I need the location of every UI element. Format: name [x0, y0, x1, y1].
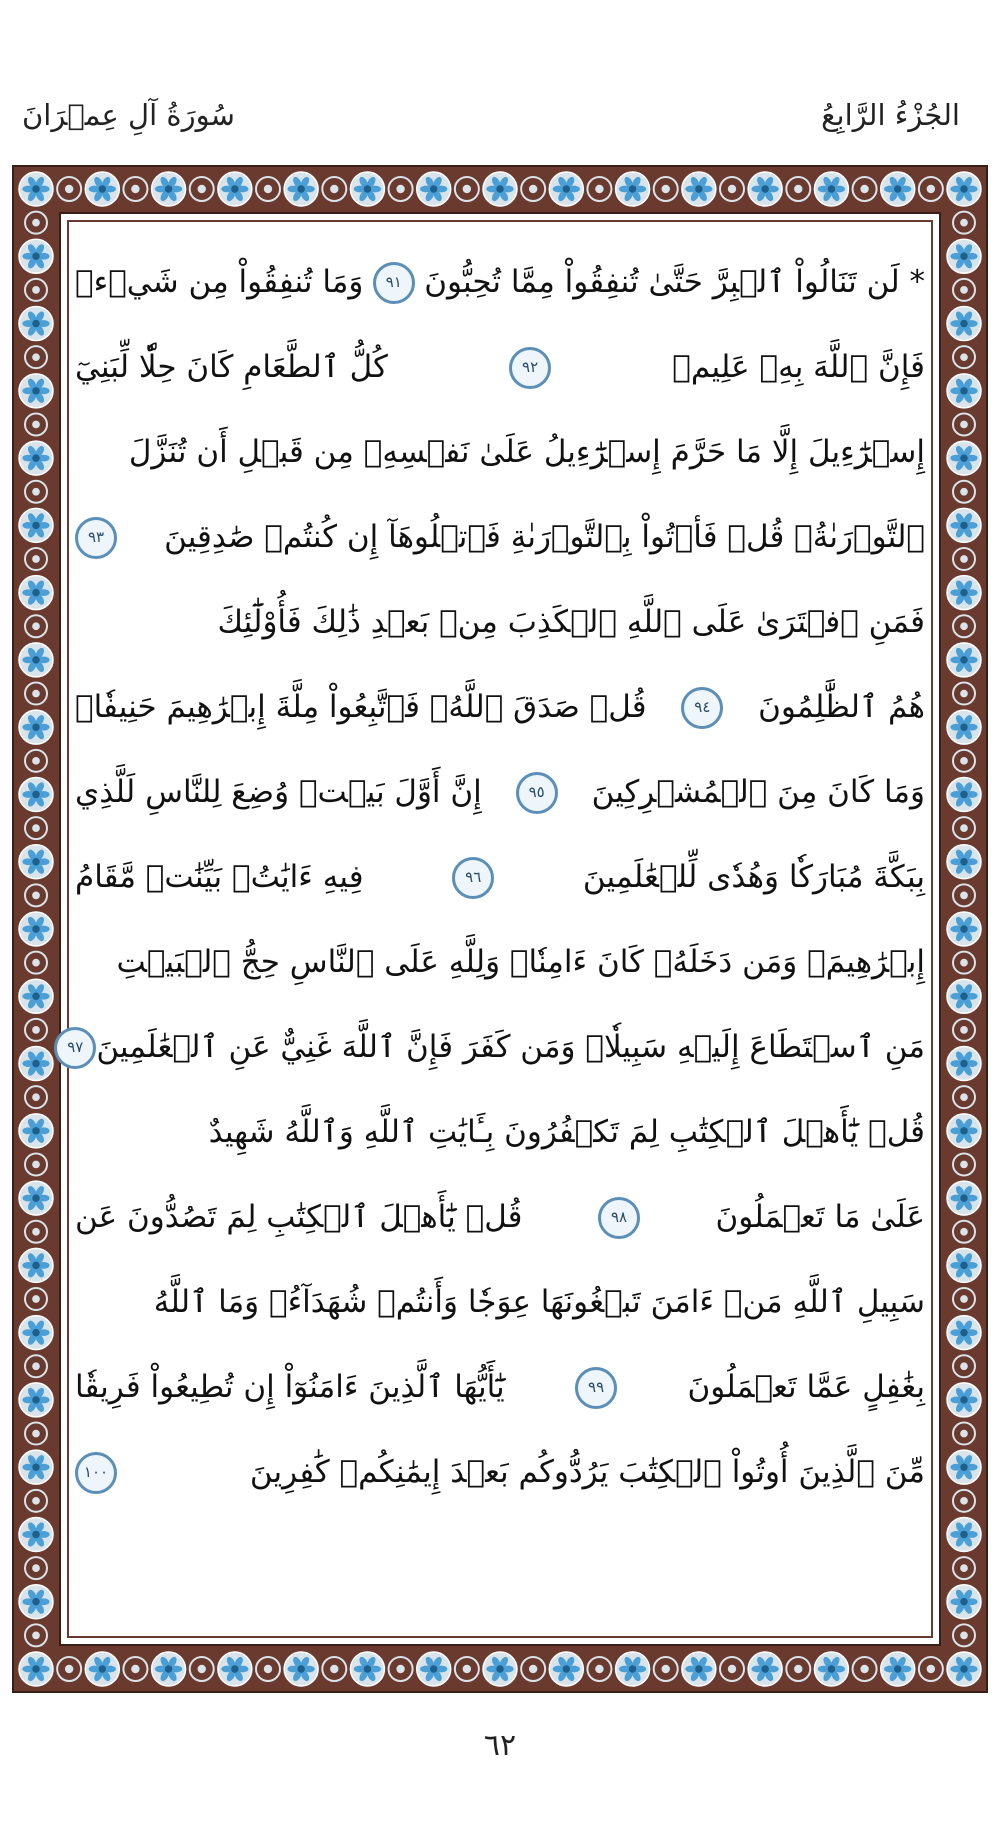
- rosette-center: [32, 1598, 39, 1605]
- vine-dot: [960, 286, 968, 294]
- vine-dot: [330, 185, 338, 193]
- rosette-center: [960, 522, 967, 529]
- rosette-center: [960, 320, 967, 327]
- verse-text: إِسۡرَٰٓءِيلَ إِلَّا مَا حَرَّمَ إِسۡرَٰٓءِيلُ عَلَىٰ نَفۡسِهِۦ مِن قَبۡلِ أَن تُنَزَّلَ: [128, 434, 925, 470]
- text-line: [75, 1090, 925, 1175]
- vine-dot: [463, 185, 471, 193]
- verse-text-area: [67, 240, 925, 1600]
- vine-dot: [960, 1295, 968, 1303]
- vine-dot: [960, 1497, 968, 1505]
- rosette-center: [32, 589, 39, 596]
- rosette-center: [32, 1329, 39, 1336]
- rosette-center: [828, 1665, 835, 1672]
- rosette-center: [32, 656, 39, 663]
- vine-dot: [463, 1665, 471, 1673]
- vine-dot: [32, 1228, 40, 1236]
- vine-dot: [960, 1362, 968, 1370]
- vine-dot: [32, 757, 40, 765]
- rosette-center: [496, 185, 503, 192]
- vine-dot: [32, 1295, 40, 1303]
- verse-text: فِيهِ ءَايَٰتُۢ بَيِّنَٰتٞ مَّقَامُ: [75, 859, 364, 895]
- rosette-center: [364, 1665, 371, 1672]
- verse-text: إِبۡرَٰهِيمَۖ وَمَن دَخَلَهُۥ كَانَ ءَامِنٗاۗ وَلِلَّهِ عَلَى ٱلنَّاسِ حِجُّ ٱلۡبَيۡتِ: [116, 944, 925, 980]
- vine-dot: [32, 353, 40, 361]
- vine-dot: [860, 1665, 868, 1673]
- vine-dot: [32, 1564, 40, 1572]
- verse-text: بِغَٰفِلٍ عَمَّا تَعۡمَلُونَ: [687, 1369, 925, 1405]
- rosette-center: [231, 1665, 238, 1672]
- rosette-center: [695, 185, 702, 192]
- verse-text: كُلُّ ٱلطَّعَامِ كَانَ حِلّٗا لِّبَنِيٓ: [75, 349, 388, 385]
- vine-dot: [960, 1228, 968, 1236]
- verse-text: بِبَكَّةَ مُبَارَكٗا وَهُدٗى لِّلۡعَٰلَمِينَ: [582, 859, 925, 895]
- text-line: [75, 495, 925, 580]
- rosette-center: [960, 387, 967, 394]
- text-line: [75, 665, 925, 750]
- rosette-center: [32, 858, 39, 865]
- rosette-center: [430, 185, 437, 192]
- verse-text: سَبِيلِ ٱللَّهِ مَنۡ ءَامَنَ تَبۡغُونَهَا عِوَجٗا وَأَنتُمۡ شُهَدَآءُۗ وَمَا ٱللَّهُ: [153, 1284, 925, 1320]
- ayah-number-marker: ٩٨: [598, 1197, 640, 1239]
- vine-dot: [198, 185, 206, 193]
- verse-text: وَمَا كَانَ مِنَ ٱلۡمُشۡرِكِينَ: [591, 774, 925, 810]
- vine-dot: [32, 219, 40, 227]
- vine-dot: [32, 421, 40, 429]
- ayah-number-marker: ٩٧: [54, 1027, 96, 1069]
- rosette-center: [32, 1463, 39, 1470]
- text-line: [75, 750, 925, 835]
- rosette-center: [828, 185, 835, 192]
- vine-dot: [32, 690, 40, 698]
- rosette-center: [960, 589, 967, 596]
- vine-dot: [32, 1497, 40, 1505]
- rosette-center: [960, 1127, 967, 1134]
- page-number: ٦٢: [483, 1728, 517, 1763]
- rosette-center: [960, 993, 967, 1000]
- text-line: [75, 1430, 925, 1515]
- vine-dot: [927, 1665, 935, 1673]
- rosette-center: [629, 185, 636, 192]
- rosette-center: [32, 185, 39, 192]
- vine-dot: [960, 622, 968, 630]
- ayah-number-marker: ٩٣: [75, 517, 117, 559]
- verse-text: هُمُ ٱلظَّٰلِمُونَ: [758, 689, 925, 725]
- verse-text: مَنِ ٱسۡتَطَاعَ إِلَيۡهِ سَبِيلٗاۚ وَمَن كَفَرَ فَإِنَّ ٱللَّهَ غَنِيٌّ عَنِ ٱلۡعَٰلَمِينَ: [96, 1029, 925, 1065]
- text-line: [75, 920, 925, 1005]
- rosette-center: [32, 522, 39, 529]
- rosette-center: [960, 1531, 967, 1538]
- verse-text: إِنَّ أَوَّلَ بَيۡتٖ وُضِعَ لِلنَّاسِ لَلَّذِي: [75, 774, 482, 810]
- vine-dot: [960, 488, 968, 496]
- vine-dot: [264, 185, 272, 193]
- rosette-center: [960, 253, 967, 260]
- vine-dot: [960, 555, 968, 563]
- vine-dot: [65, 1665, 73, 1673]
- verse-text: فَمَنِ ٱفۡتَرَىٰ عَلَى ٱللَّهِ ٱلۡكَذِبَ مِنۢ بَعۡدِ ذَٰلِكَ فَأُوْلَٰٓئِكَ: [217, 604, 925, 640]
- rosette-center: [563, 1665, 570, 1672]
- vine-dot: [32, 1430, 40, 1438]
- rosette-center: [496, 1665, 503, 1672]
- vine-dot: [960, 824, 968, 832]
- vine-dot: [131, 1665, 139, 1673]
- text-line: [75, 240, 925, 325]
- vine-dot: [198, 1665, 206, 1673]
- text-line: [67, 1005, 925, 1090]
- vine-dot: [927, 185, 935, 193]
- vine-dot: [662, 185, 670, 193]
- rosette-center: [563, 185, 570, 192]
- vine-dot: [32, 1093, 40, 1101]
- vine-dot: [960, 757, 968, 765]
- rosette-center: [32, 1262, 39, 1269]
- rosette-center: [960, 1665, 967, 1672]
- rosette-center: [32, 925, 39, 932]
- vine-dot: [794, 185, 802, 193]
- rosette-center: [297, 185, 304, 192]
- vine-dot: [529, 1665, 537, 1673]
- rosette-center: [32, 1194, 39, 1201]
- rosette-center: [960, 1329, 967, 1336]
- vine-dot: [330, 1665, 338, 1673]
- rosette-center: [32, 791, 39, 798]
- vine-dot: [32, 1362, 40, 1370]
- rosette-center: [695, 1665, 702, 1672]
- rosette-center: [960, 1060, 967, 1067]
- surah-header: سُورَةُ آلِ عِمۡرَانَ: [22, 98, 235, 132]
- ayah-number-marker: ١٠٠: [75, 1452, 117, 1494]
- rosette-center: [960, 723, 967, 730]
- vine-dot: [32, 555, 40, 563]
- text-line: [75, 580, 925, 665]
- rosette-center: [430, 1665, 437, 1672]
- rosette-center: [32, 1127, 39, 1134]
- rosette-center: [32, 320, 39, 327]
- ayah-number-marker: ٩١: [373, 262, 415, 304]
- vine-dot: [32, 1161, 40, 1169]
- rosette-center: [761, 185, 768, 192]
- rosette-center: [960, 185, 967, 192]
- vine-dot: [960, 690, 968, 698]
- vine-dot: [131, 185, 139, 193]
- ayah-number-marker: ٩٢: [509, 347, 551, 389]
- vine-dot: [960, 1632, 968, 1640]
- vine-dot: [960, 353, 968, 361]
- rosette-center: [99, 1665, 106, 1672]
- verse-text: قُلۡ يَٰٓأَهۡلَ ٱلۡكِتَٰبِ لِمَ تَكۡفُرُونَ بِـَٔايَٰتِ ٱللَّهِ وَٱللَّهُ شَهِيدٌ: [208, 1114, 925, 1150]
- rosette-center: [165, 1665, 172, 1672]
- vine-dot: [728, 185, 736, 193]
- rosette-center: [32, 1060, 39, 1067]
- rosette-center: [99, 185, 106, 192]
- rosette-center: [32, 1531, 39, 1538]
- vine-dot: [32, 1632, 40, 1640]
- text-line: [75, 835, 925, 920]
- vine-dot: [595, 1665, 603, 1673]
- vine-dot: [32, 488, 40, 496]
- vine-dot: [960, 1093, 968, 1101]
- text-line: [75, 1175, 925, 1260]
- rosette-center: [960, 454, 967, 461]
- rosette-center: [165, 185, 172, 192]
- rosette-center: [894, 185, 901, 192]
- rosette-center: [960, 1262, 967, 1269]
- vine-dot: [32, 959, 40, 967]
- vine-dot: [960, 1430, 968, 1438]
- verse-text: يَٰٓأَيُّهَا ٱلَّذِينَ ءَامَنُوٓاْ إِن تُطِيعُواْ فَرِيقٗا: [75, 1369, 505, 1405]
- vine-dot: [960, 219, 968, 227]
- verse-text: وَمَا تُنفِقُواْ مِن شَيۡءٖ: [75, 264, 364, 300]
- verse-text: فَإِنَّ ٱللَّهَ بِهِۦ عَلِيمٞ: [672, 349, 925, 385]
- rosette-center: [32, 454, 39, 461]
- vine-dot: [960, 421, 968, 429]
- verse-text: قُلۡ صَدَقَ ٱللَّهُۗ فَٱتَّبِعُواْ مِلَّةَ إِبۡرَٰهِيمَ حَنِيفٗاۖ: [75, 689, 647, 725]
- vine-dot: [960, 1564, 968, 1572]
- vine-dot: [32, 1026, 40, 1034]
- vine-dot: [960, 1026, 968, 1034]
- vine-dot: [960, 1161, 968, 1169]
- rosette-center: [761, 1665, 768, 1672]
- ayah-number-marker: ٩٦: [452, 857, 494, 899]
- rosette-center: [32, 993, 39, 1000]
- rosette-center: [960, 1463, 967, 1470]
- rosette-center: [629, 1665, 636, 1672]
- rosette-center: [960, 925, 967, 932]
- verse-text: ٱلتَّوۡرَىٰةُۚ قُلۡ فَأۡتُواْ بِٱلتَّوۡرَىٰةِ فَٱتۡلُوهَآ إِن كُنتُمۡ صَٰدِقِينَ: [164, 519, 925, 555]
- verse-text: قُلۡ يَٰٓأَهۡلَ ٱلۡكِتَٰبِ لِمَ تَصُدُّونَ عَن: [75, 1199, 523, 1235]
- rosette-center: [297, 1665, 304, 1672]
- rosette-center: [960, 791, 967, 798]
- rosette-center: [231, 185, 238, 192]
- verse-text: عَلَىٰ مَا تَعۡمَلُونَ: [715, 1199, 925, 1235]
- vine-dot: [860, 185, 868, 193]
- vine-dot: [396, 185, 404, 193]
- vine-dot: [662, 1665, 670, 1673]
- rosette-center: [32, 253, 39, 260]
- vine-dot: [529, 185, 537, 193]
- vine-dot: [960, 892, 968, 900]
- text-line: [75, 1260, 925, 1345]
- vine-dot: [396, 1665, 404, 1673]
- vine-dot: [728, 1665, 736, 1673]
- rosette-center: [960, 1598, 967, 1605]
- vine-dot: [595, 185, 603, 193]
- rosette-center: [364, 185, 371, 192]
- text-line: [75, 325, 925, 410]
- rosette-center: [960, 656, 967, 663]
- rosette-center: [894, 1665, 901, 1672]
- rosette-center: [32, 387, 39, 394]
- juz-header: الجُزْءُ الرَّابِعُ: [821, 98, 960, 132]
- vine-dot: [960, 959, 968, 967]
- vine-dot: [32, 824, 40, 832]
- vine-dot: [32, 892, 40, 900]
- rosette-center: [960, 1194, 967, 1201]
- text-line: [75, 410, 925, 495]
- vine-dot: [32, 286, 40, 294]
- rosette-center: [960, 858, 967, 865]
- ayah-number-marker: ٩٤: [681, 687, 723, 729]
- rosette-center: [32, 723, 39, 730]
- verse-text: مِّنَ ٱلَّذِينَ أُوتُواْ ٱلۡكِتَٰبَ يَرُدُّوكُم بَعۡدَ إِيمَٰنِكُمۡ كَٰفِرِينَ: [249, 1454, 925, 1490]
- vine-dot: [794, 1665, 802, 1673]
- vine-dot: [32, 622, 40, 630]
- rosette-center: [960, 1396, 967, 1403]
- verse-text: * لَن تَنَالُواْ ٱلۡبِرَّ حَتَّىٰ تُنفِقُواْ مِمَّا تُحِبُّونَ: [424, 264, 925, 300]
- rosette-center: [32, 1665, 39, 1672]
- vine-dot: [264, 1665, 272, 1673]
- text-line: [75, 1345, 925, 1430]
- ayah-number-marker: ٩٩: [575, 1367, 617, 1409]
- ayah-number-marker: ٩٥: [516, 772, 558, 814]
- rosette-center: [32, 1396, 39, 1403]
- vine-dot: [65, 185, 73, 193]
